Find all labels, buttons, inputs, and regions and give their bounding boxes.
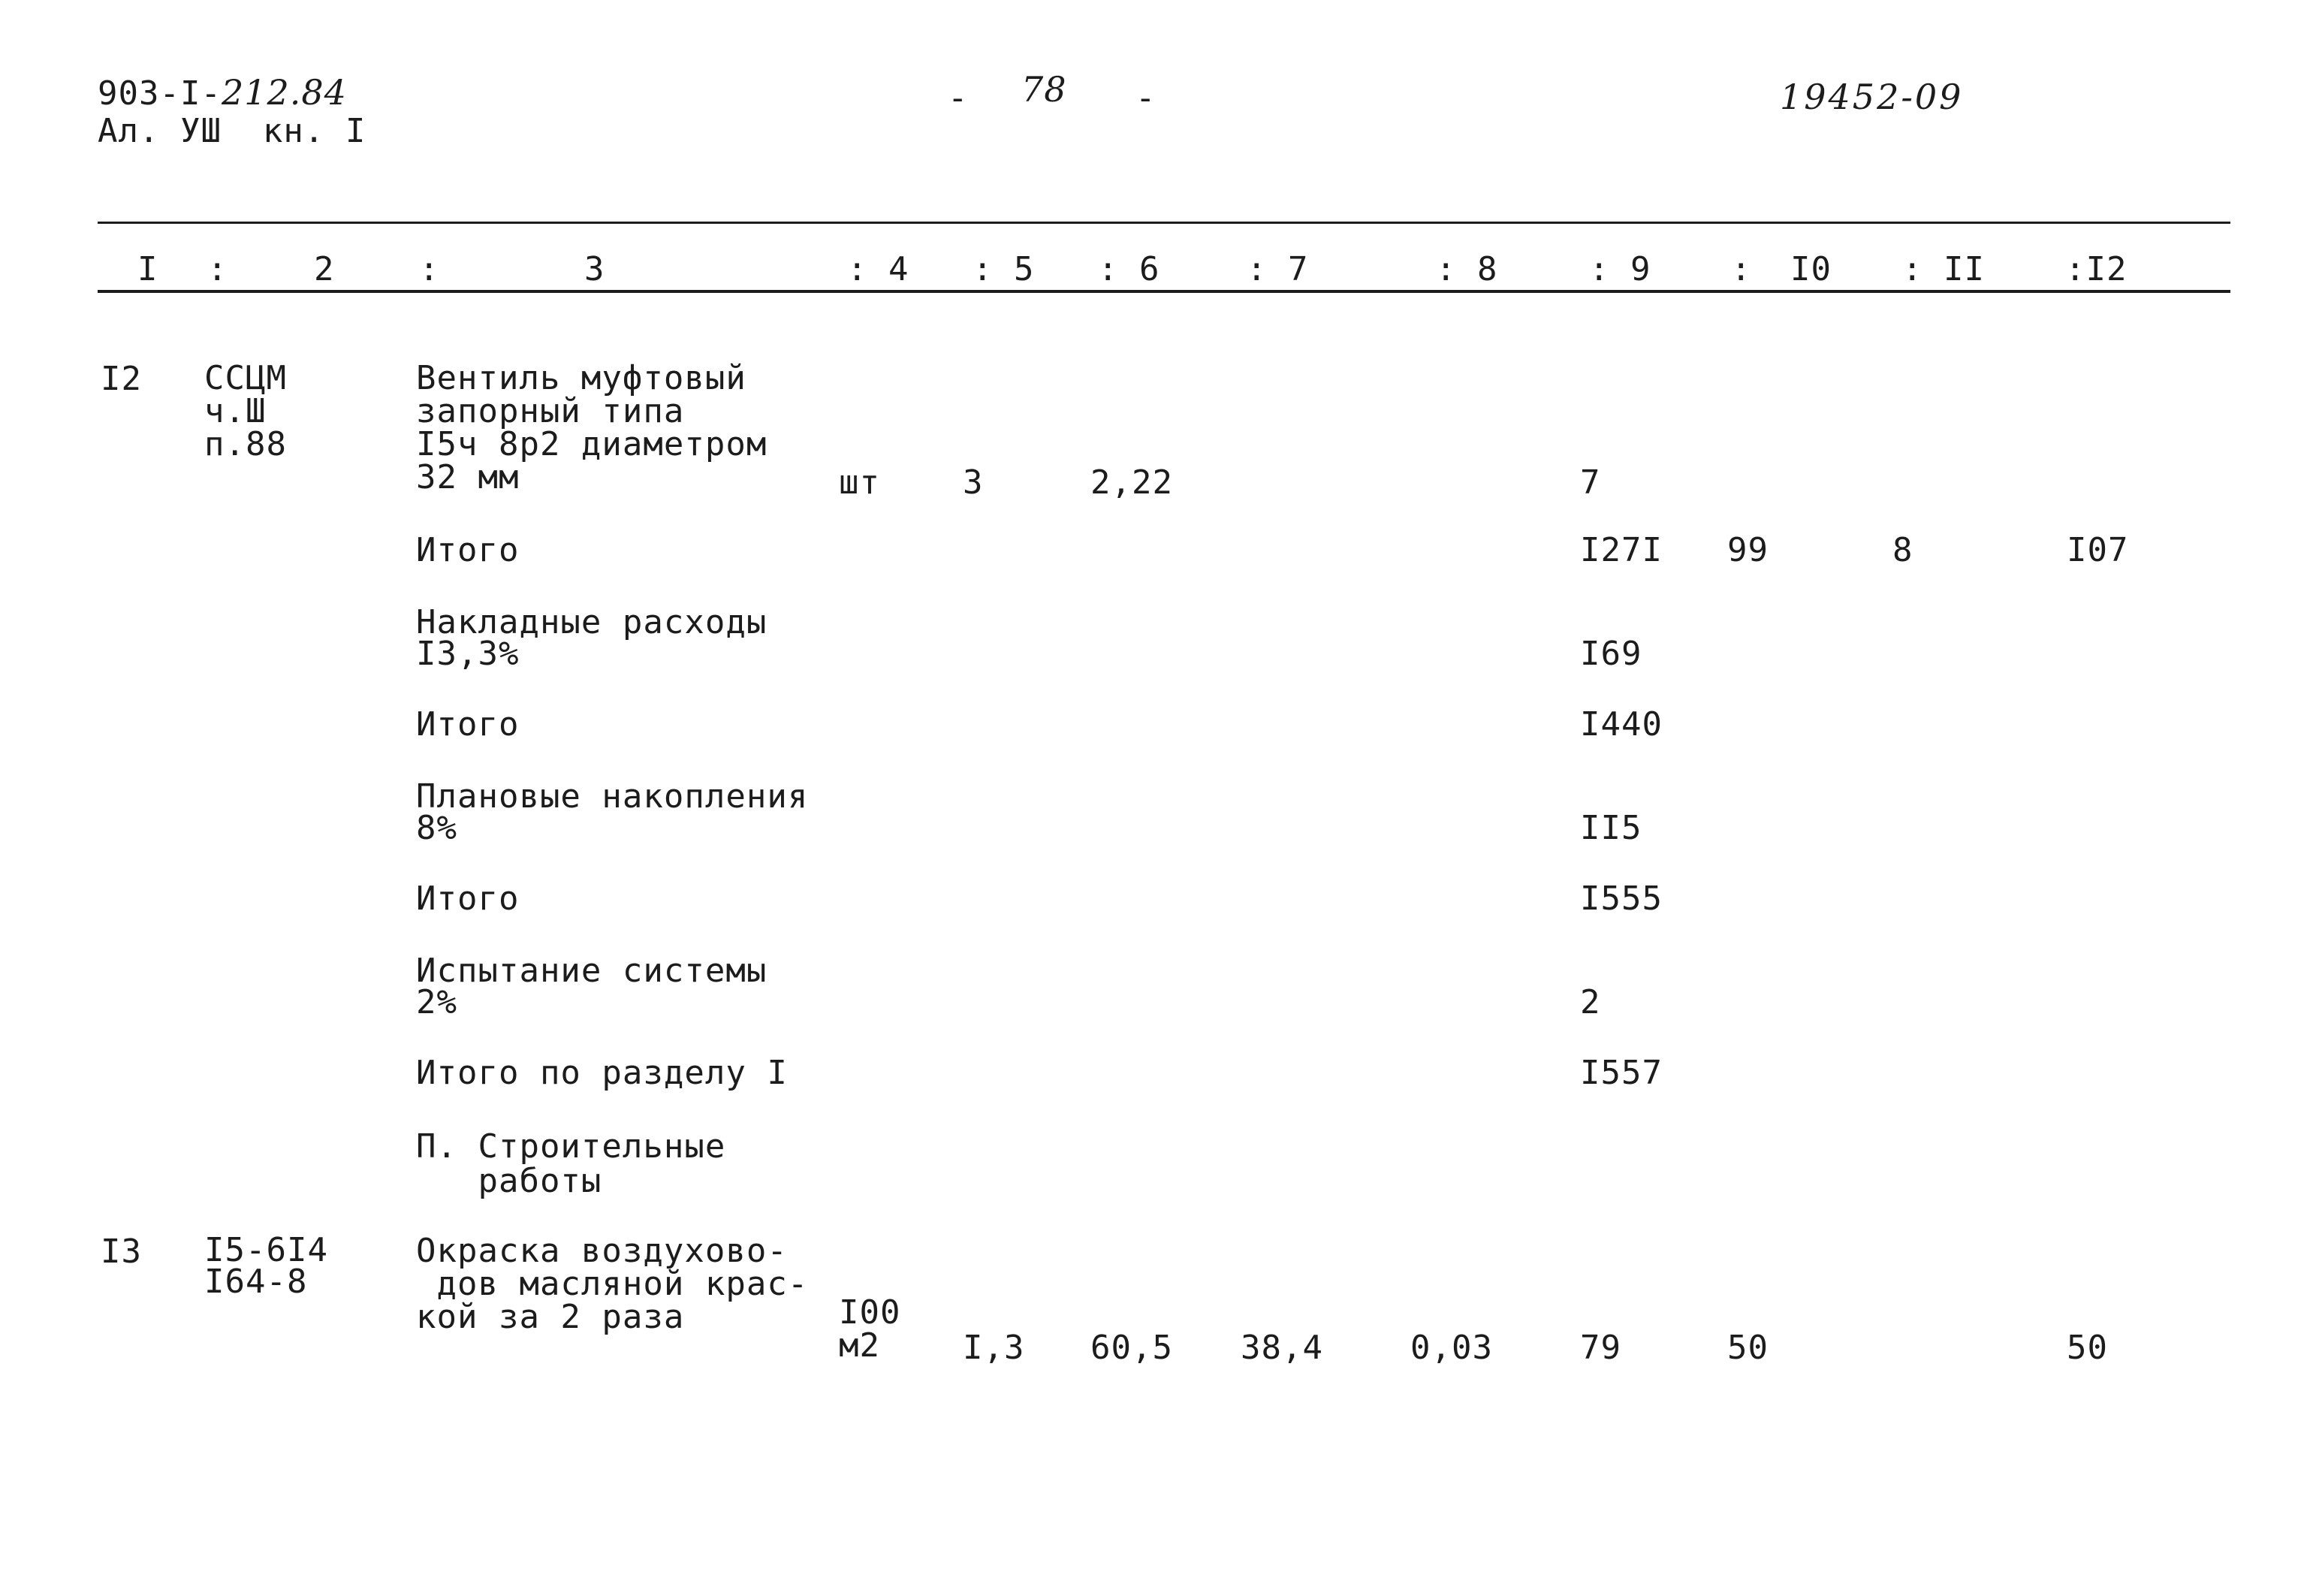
- row-reference: ССЦМ ч.Ш п.88: [204, 359, 287, 463]
- col-header-8: : 8: [1436, 250, 1498, 288]
- row-description: Итого: [416, 705, 520, 744]
- cell-col9: I27I: [1580, 531, 1663, 569]
- cell-col9: I557: [1580, 1054, 1663, 1092]
- document-code-printed: 903-I-: [98, 74, 222, 113]
- col-header-6: : 6: [1098, 250, 1160, 288]
- row-description: Плановые накопления 8%: [416, 777, 809, 847]
- album-line: Ал. УШ кн. I: [98, 112, 366, 150]
- cell-col9: 79: [1580, 1329, 1621, 1367]
- cell-col9: I69: [1580, 635, 1642, 673]
- cell-col6: 2,22: [1090, 463, 1173, 502]
- cell-unit: I00 м2: [839, 1293, 901, 1365]
- cell-col12: 50: [2067, 1329, 2108, 1367]
- cell-col6: 60,5: [1090, 1329, 1173, 1367]
- archive-number: 19452-09: [1780, 77, 1964, 117]
- page-number: 78: [1021, 69, 1067, 110]
- document-code-handwritten: 212.84: [221, 72, 347, 113]
- page-dash-right: -: [1135, 79, 1157, 117]
- col-header-11: : II: [1902, 250, 1985, 288]
- cell-col12: I07: [2067, 531, 2129, 569]
- row-reference: I5-6I4 I64-8: [204, 1231, 328, 1301]
- col-header-3: 3: [584, 250, 605, 288]
- cell-quantity: 3: [963, 463, 984, 502]
- header-top-rule: [98, 222, 2230, 224]
- col-header-5: : 5: [973, 250, 1035, 288]
- col-header-sep: :: [419, 250, 440, 288]
- cell-col9: 2: [1580, 983, 1601, 1021]
- cell-quantity: I,3: [963, 1329, 1025, 1367]
- col-header-7: : 7: [1247, 250, 1309, 288]
- cell-col8: 0,03: [1410, 1329, 1493, 1367]
- row-description: Итого по разделу I: [416, 1054, 788, 1092]
- row-number: I3: [101, 1232, 142, 1271]
- cell-col9: I555: [1580, 879, 1663, 918]
- row-description: П. Строительные работы: [416, 1127, 726, 1200]
- row-description: Испытание системы 2%: [416, 952, 767, 1021]
- cell-unit: шт: [839, 463, 880, 502]
- row-number: I2: [101, 360, 142, 398]
- col-header-1: I: [137, 250, 158, 288]
- row-description: Вентиль муфтовый запорный типа I5ч 8р2 диаметром 32 мм: [416, 359, 767, 496]
- row-description: Итого: [416, 531, 520, 569]
- cell-col11: 8: [1892, 531, 1913, 569]
- page-dash-left: -: [948, 79, 969, 117]
- cell-col10: 50: [1727, 1329, 1769, 1367]
- col-header-4: : 4: [847, 250, 909, 288]
- col-header-12: :I2: [2065, 250, 2128, 288]
- row-description: Итого: [416, 879, 520, 918]
- cell-col9: 7: [1580, 463, 1601, 502]
- col-header-10: I0: [1790, 250, 1832, 288]
- document-code: [98, 72, 347, 113]
- cell-col7: 38,4: [1241, 1329, 1323, 1367]
- cell-col9: I440: [1580, 705, 1663, 744]
- col-header-2: 2: [314, 250, 335, 288]
- header-bottom-rule: [98, 290, 2230, 293]
- row-description: Накладные расходы I3,3%: [416, 603, 767, 673]
- cell-col10: 99: [1727, 531, 1769, 569]
- row-description: Окраска воздухово- дов масляной крас- кой за 2 раза: [416, 1232, 809, 1336]
- cell-col9: II5: [1580, 809, 1642, 847]
- col-header-sep: :: [1731, 250, 1752, 288]
- col-header-9: : 9: [1589, 250, 1651, 288]
- col-header-sep: :: [207, 250, 228, 288]
